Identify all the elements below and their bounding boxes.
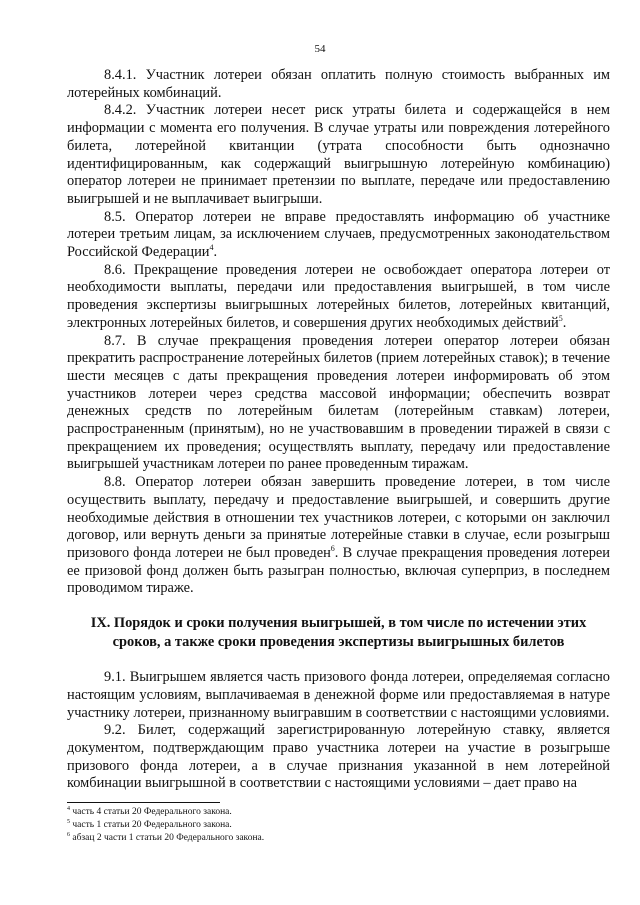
paragraph-8-6: 8.6. Прекращение проведения лотереи не освобождает оператора лотереи от необходимости выплаты, передачи или предоставления выигрышей, в том числе проведения экспертизы выигрышных лотерейных билетов, лотерейных квитанций, электронных лотерейных билетов, и совершения других необходимых действий$^5$. bbox=[67, 261, 610, 331]
footnotes bbox=[67, 806, 607, 845]
footnote-divider bbox=[67, 802, 220, 803]
paragraph-8-5: 8.5. Оператор лотереи не вправе предоставлять информацию об участнике лотереи третьим лицам, за исключением случаев, предусмотренных законодательством Российской Федерации$^4$. bbox=[67, 208, 610, 261]
paragraph-8-8: 8.8. Оператор лотереи обязан завершить проведение лотереи, в том числе осуществить выплату, передачу и предоставление выигрышей, и совершить другие необходимые действия в отношении тех участников лотереи, с которыми он заключил договор, или вернуть деньги за принятые лотерейные ставки в случае, если розыгрыш призового фонда лотереи не был проведен$^6$. В случае прекращения проведения лотереи ее призовой фонд должен быть разыгран полностью, включая суперприз, в последнем проводимом тираже. bbox=[67, 474, 611, 597]
document-body bbox=[67, 67, 610, 793]
paragraph-9-2: 9.2. Билет, содержащий зарегистрированную лотерейную ставку, является документом, подтверждающим право участника лотереи на участие в розыгрыше призового фонда лотереи, а в случае признания указанной в нем лотерейной комбинации выигрышной в соответствии с настоящими условиями – дает право на bbox=[67, 722, 610, 792]
page-number: 54 bbox=[314, 43, 326, 55]
paragraph-9-1: 9.1. Выигрышем является часть призового фонда лотереи, определяемая согласно настоящим условиям, выплачиваемая в денежной форме или предоставляемая в натуре участнику лотереи, признанному выигравшим в соответствии с настоящими условиями. bbox=[67, 669, 610, 721]
footnote-ref-6: 6 bbox=[330, 544, 335, 554]
footnote-4: $^4$ часть 4 статьи 20 Федерального закона. bbox=[67, 805, 232, 817]
paragraph-8-7: 8.7. В случае прекращения проведения лотереи оператор лотереи обязан прекратить распространение лотерейных билетов (прием лотерейных ставок); в течение шести месяцев с даты прекращения проведения лотереи информировать об этом участников лотереи через средства массовой информации; обеспечить возврат денежных средств по лотерейным билетам (лотерейным ставкам) лотереи, распространенным (принятым), но не участвовавшим в проведении тиражей в связи с прекращением их проведения; осуществлять выплату, передачу или предоставление выигрышей участникам лотереи по ранее проведенным тиражам. bbox=[67, 332, 610, 473]
footnote-5: $^5$ часть 1 статьи 20 Федерального закона. bbox=[67, 818, 232, 830]
paragraph-8-4-2: 8.4.2. Участник лотереи несет риск утраты билета и содержащейся в нем информации с момента его получения. В случае утраты или повреждения лотерейного билета, лотерейной квитанции (утрата способности быть однозначно идентифицированным, как содержащий выигрышную лотерейную комбинацию) оператор лотереи не принимает претензии по выплате, передаче или предоставлению выигрышей и не выплачивает выигрыши. bbox=[67, 102, 610, 207]
section-heading: IX. Порядок и сроки получения выигрышей, в том числе по истечении этих сроков, а также сроки проведения экспертизы выигрышных билетов bbox=[90, 615, 587, 651]
footnote-ref-5: 5 bbox=[558, 314, 563, 324]
paragraph-8-4-1: 8.4.1. Участник лотереи обязан оплатить полную стоимость выбранных им лотерейных комбинаций. bbox=[67, 67, 610, 101]
footnote-ref-4: 4 bbox=[209, 243, 214, 253]
footnote-6: $^6$ абзац 2 части 1 статьи 20 Федерального закона. bbox=[67, 831, 265, 843]
